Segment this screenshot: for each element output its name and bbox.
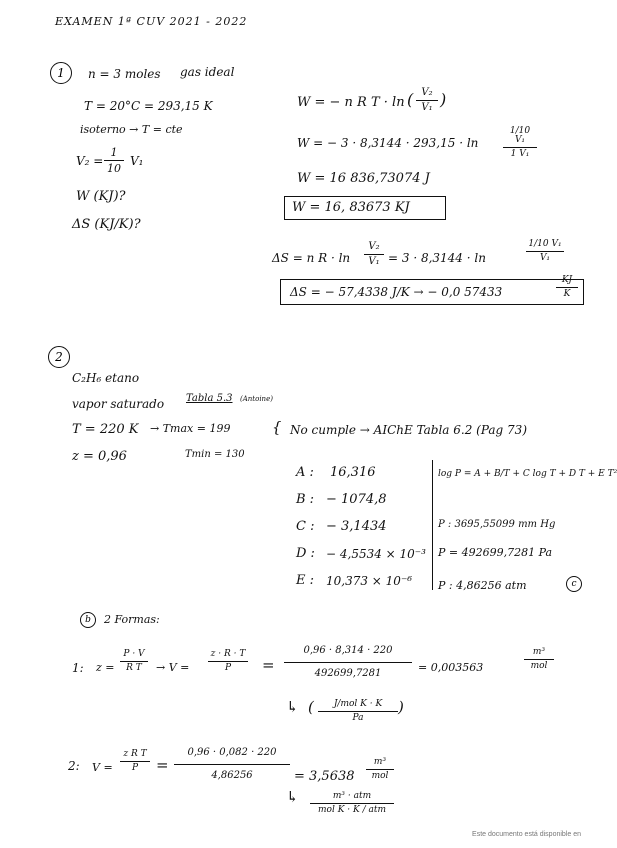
p2-constant-b-label: B : <box>296 492 315 507</box>
p2-way2-v-num: z R T <box>120 750 150 762</box>
p2-way2-units-den: mol K · K / atm <box>318 805 386 815</box>
problem-2-number: 2 <box>48 346 70 368</box>
p1-work-result: W = 16, 83673 KJ <box>292 200 410 215</box>
p2-way2-equals: = <box>156 756 169 774</box>
p2-constant-d-label: D : <box>296 546 315 561</box>
p2-way2-v-den: P <box>131 763 139 773</box>
p2-constant-b-value: − 1074,8 <box>326 492 387 507</box>
p2-way1-units-paren-close: ) <box>398 698 404 716</box>
p2-way1-value-num: 0,96 · 8,314 · 220 <box>284 646 412 663</box>
p1-work-eq2: W = − 3 · 8,3144 · 293,15 · ln <box>297 136 479 150</box>
p2-pressure-pa: P = 492699,7281 Pa <box>438 546 553 559</box>
p2-brace: { <box>272 418 282 436</box>
p2-way2-hook: ↳ <box>286 788 299 806</box>
p2-constant-d-value: − 4,5534 × 10⁻³ <box>326 547 426 561</box>
p1-work-eq2-fraction <box>503 127 537 159</box>
p2-part-b-marker: b <box>80 612 96 628</box>
p1-entropy-eq1-fraction <box>364 242 384 267</box>
p2-way1-v-den: P <box>224 663 232 673</box>
p1-work-eq2-den: 1 V₁ <box>510 149 530 159</box>
p2-pressure-mmhg: P : 3695,55099 mm Hg <box>438 519 556 530</box>
p2-way1-equals: = <box>262 656 275 674</box>
p1-process: isoterno → T = cte <box>80 123 183 136</box>
p1-entropy-eq1-num: V₂ <box>364 242 384 255</box>
p1-work-eq2-num: 1/10 V₁ <box>503 127 537 148</box>
p1-ask-entropy: ΔS (KJ/K)? <box>72 217 141 232</box>
p2-way1-units-paren-open: ( <box>308 698 314 716</box>
p2-way2-label: 2: <box>68 759 80 773</box>
p2-constant-a-label: A : <box>296 465 314 480</box>
p2-way1-units-fraction <box>318 700 398 723</box>
p2-circled-mark: c <box>566 576 582 592</box>
p1-v2-fraction <box>104 147 124 174</box>
p2-part-b-title: 2 Formas: <box>104 613 160 626</box>
p1-entropy-eq1-mid: = 3 · 8,3144 · ln <box>388 251 486 265</box>
p2-constant-c-label: C : <box>296 519 315 534</box>
p2-way1-value-den: 492699,7281 <box>314 668 382 679</box>
p2-way1-z-fraction <box>120 650 148 673</box>
p2-constant-e-label: E : <box>296 573 315 588</box>
p1-work-eq1-paren-open: ( <box>407 90 414 109</box>
p2-way2-unit-num: m³ <box>366 758 394 770</box>
p2-constant-c-value: − 3,1434 <box>326 519 387 534</box>
p1-work-eq3: W = 16 836,73074 J <box>297 171 430 186</box>
p1-entropy-eq1-den2: V₁ <box>539 253 551 263</box>
problem-1-number: 1 <box>50 62 72 84</box>
p1-v2-label: V₂ = <box>76 154 104 168</box>
p1-v2-den: 10 <box>107 162 121 175</box>
exam-title: EXAMEN 1ª CUV 2021 - 2022 <box>55 15 248 28</box>
p2-way1-result: = 0,003563 <box>418 661 484 674</box>
p2-way1-unit <box>524 648 554 671</box>
p1-work-eq1-den: V₁ <box>421 102 433 113</box>
p2-way2-units-fraction <box>310 792 394 815</box>
p2-compound: C₂H₆ etano <box>72 371 140 385</box>
p1-temperature: T = 20°C = 293,15 K <box>84 99 213 113</box>
p2-way1-unit-den: mol <box>530 661 548 671</box>
p1-moles: n = 3 moles <box>88 67 161 81</box>
p2-way1-value-fraction <box>284 646 412 679</box>
p2-way1-unit-num: m³ <box>524 648 554 660</box>
p2-way2-value-num: 0,96 · 0,082 · 220 <box>174 748 290 765</box>
p1-ask-work: W (KJ)? <box>76 189 126 204</box>
p2-table-ref: Tabla 5.3 <box>186 393 233 404</box>
p2-way1-units-den: Pa <box>352 713 364 723</box>
p2-way1-v-num: z · R · T <box>208 650 248 662</box>
p1-work-eq1: W = − n R T · ln <box>297 95 405 110</box>
p2-way1-label: 1: <box>72 661 84 675</box>
p1-v2-tail: V₁ <box>130 154 144 168</box>
p1-gas: gas ideal <box>180 65 235 79</box>
p2-way1-z-den: R T <box>126 663 142 673</box>
p1-entropy-unit-den: K <box>563 289 571 299</box>
p2-constant-e-value: 10,373 × 10⁻⁶ <box>326 574 413 588</box>
p2-antoine-formula: log P = A + B/T + C log T + D T + E T² <box>438 469 617 479</box>
p1-work-eq1-num: V₂ <box>416 88 438 101</box>
p1-entropy-unit-num: KJ <box>556 276 578 288</box>
p1-entropy-eq1: ΔS = n R · ln <box>272 251 351 265</box>
p2-tmax: → Tmax = 199 <box>150 422 231 435</box>
p1-v2-num: 1 <box>104 147 124 161</box>
p1-entropy-unit <box>556 276 578 299</box>
p2-way1-v-fraction <box>208 650 248 673</box>
p2-table-ref-note: (Antoine) <box>240 395 273 403</box>
p2-way1-units-num: J/mol K · K <box>318 700 398 712</box>
p2-state: vapor saturado <box>72 397 165 411</box>
p2-way2-unit-den: mol <box>371 771 389 781</box>
p1-entropy-eq1-fraction2 <box>526 240 564 263</box>
p2-way2-unit <box>366 758 394 781</box>
p1-entropy-eq1-num2: 1/10 V₁ <box>526 240 564 252</box>
p2-no-cumple: No cumple → AIChE Tabla 6.2 (Pag 73) <box>290 423 527 437</box>
p2-way2-result: = 3,5638 <box>294 769 355 784</box>
p2-pressure-atm: P : 4,86256 atm <box>438 579 527 592</box>
p2-way2-units-num: m³ · atm <box>310 792 394 804</box>
p2-z: z = 0,96 <box>72 449 127 464</box>
p2-tmin: Tmin = 130 <box>185 449 245 460</box>
p2-results-divider <box>432 460 433 590</box>
p2-temperature: T = 220 K <box>72 422 139 437</box>
p2-way2-v-fraction <box>120 750 150 773</box>
p2-way1-hook: ↳ <box>286 698 299 716</box>
footer-note: Este documento está disponible en <box>472 831 581 838</box>
p1-entropy-eq1-den: V₁ <box>368 256 380 267</box>
p2-way2-value-den: 4,86256 <box>211 770 253 781</box>
p2-way1-arrow: → V = <box>156 661 190 674</box>
p1-work-eq1-paren-close: ) <box>440 90 447 109</box>
p2-way1-z: z = <box>96 661 115 674</box>
p2-constant-a-value: 16,316 <box>330 465 376 480</box>
p2-way1-z-num: P · V <box>120 650 148 662</box>
p1-work-eq1-fraction <box>416 88 438 113</box>
p2-way2-v: V = <box>92 761 113 774</box>
p1-entropy-result: ΔS = − 57,4338 J/K → − 0,0 57433 <box>290 285 503 299</box>
p2-way2-value-fraction <box>174 748 290 781</box>
